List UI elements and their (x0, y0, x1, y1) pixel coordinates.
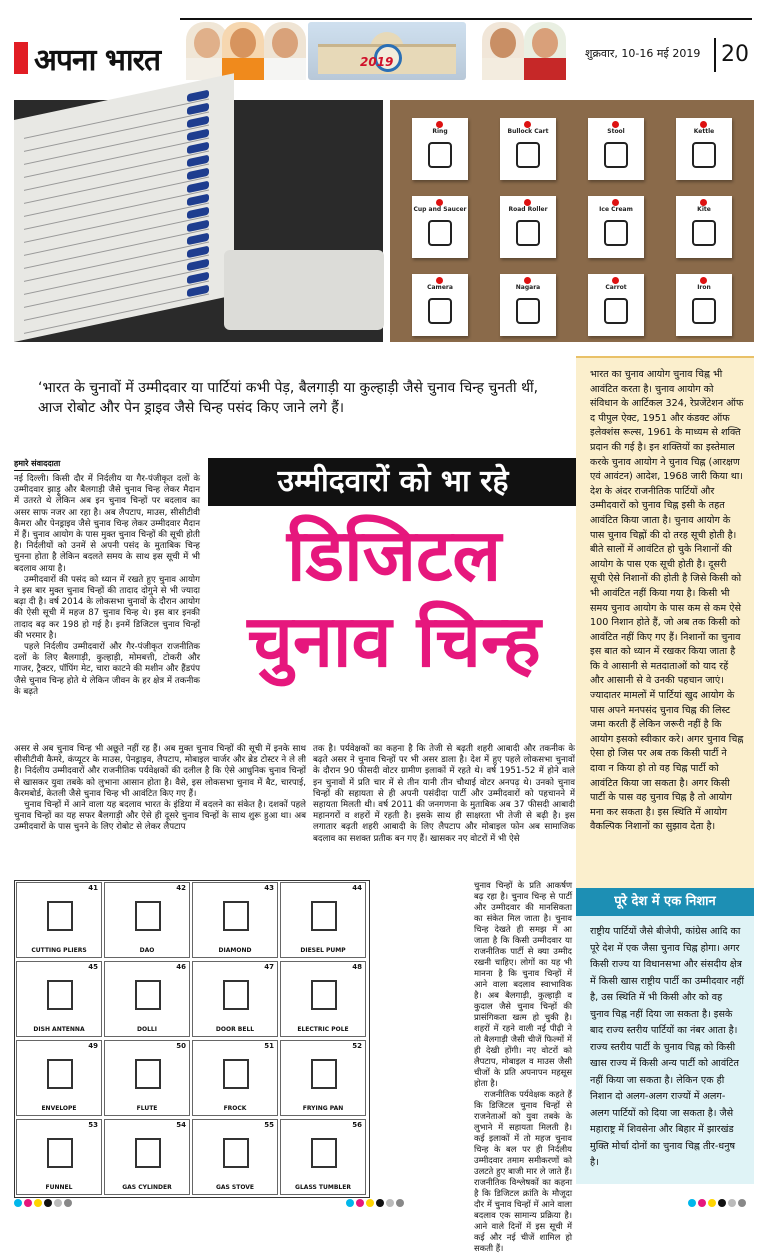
symbol-number: 41 (88, 884, 98, 892)
symbol-card-label: Nagara (515, 284, 541, 291)
evm-button (187, 90, 209, 103)
symbol-card-label: Kettle (693, 128, 715, 135)
symbol-cell (16, 961, 102, 1037)
symbol-number: 46 (176, 963, 186, 971)
headline-line: डिजिटल (286, 513, 502, 597)
kettle-icon (692, 142, 716, 168)
paragraph: असर से अब चुनाव चिन्ह भी अछूते नहीं रह हैं। अब मुक्त चुनाव चिन्हों की सूची में इनके साथ सीसीटीवी कैमरे, कंप्यूटर के माउस, पेनड्राइव, लैपटाप, मोबाइल चार्जर और ब्रेड टोस्टर ने ले ली है। निर्दलीय उम्मीदवारों और राजनीतिक पर्यवेक्षकों की दलील है कि ऐसे आधुनिक चुनाव चिन्हों से खासकर युवा तबके को लुभाना आसान होता है। वैसे, इस लोकसभा चुनाव में बैट, चारपाई, कैरमबोर्ड, केतली जैसे चुनाव चिन्ह भी आवंटित किए गए हैं। (14, 744, 306, 799)
symbol-card (676, 274, 732, 336)
dao-icon (135, 901, 161, 931)
symbol-cell (280, 1119, 366, 1195)
pull-quote: ‘भारत के चुनावों में उम्मीदवार या पार्टियां कभी पेड़, बैलगाड़ी या कुल्हाड़ी जैसे चुनाव चिन्ह चुनती थीं, आज रोबोट और पेन ड्राइव जैसे चिन्ह पसंद किए जाने लगे हैं। (38, 380, 539, 416)
symbol-label: ENVELOPE (41, 1105, 77, 1112)
pump-icon (311, 901, 337, 931)
cylinder-icon (135, 1138, 161, 1168)
symbol-label: FLUTE (136, 1105, 158, 1112)
symbol-label: ELECTRIC POLE (297, 1026, 349, 1033)
symbol-card (412, 196, 468, 258)
evm-button (187, 259, 209, 272)
symbol-number: 56 (352, 1121, 362, 1129)
ring-icon (428, 142, 452, 168)
camera-icon (428, 298, 452, 324)
diamond-icon (223, 901, 249, 931)
symbol-label: GAS STOVE (215, 1184, 255, 1191)
symbol-cell (16, 1119, 102, 1195)
symbol-card-label: Stool (607, 128, 625, 135)
symbol-label: DIESEL PUMP (300, 947, 346, 954)
pin-icon (436, 199, 443, 206)
stool-icon (604, 142, 628, 168)
evm-button (187, 207, 209, 220)
symbol-number: 47 (264, 963, 274, 971)
evm-button (187, 246, 209, 259)
symbol-label: DISH ANTENNA (33, 1026, 85, 1033)
symbol-number: 54 (176, 1121, 186, 1129)
registration-marks (14, 1192, 74, 1202)
carrot-icon (604, 298, 628, 324)
symbol-number: 50 (176, 1042, 186, 1050)
info-box-title: पूरे देश में एक निशान (576, 888, 754, 916)
symbol-card (676, 118, 732, 180)
symbol-card-label: Ice Cream (599, 206, 633, 213)
symbol-cell (280, 961, 366, 1037)
registration-marks (688, 1192, 748, 1202)
symbol-label: FROCK (223, 1105, 247, 1112)
symbol-number: 49 (88, 1042, 98, 1050)
leader-photo (524, 22, 566, 80)
evm-button (187, 285, 209, 298)
symbol-cell (192, 882, 278, 958)
pin-icon (524, 199, 531, 206)
symbol-cell (280, 882, 366, 958)
symbol-card-label: Ring (432, 128, 448, 135)
pin-icon (612, 121, 619, 128)
pin-icon (436, 277, 443, 284)
symbol-cell (192, 961, 278, 1037)
symbol-label: DIAMOND (218, 947, 252, 954)
flute-icon (135, 1059, 161, 1089)
article-column (313, 744, 575, 845)
article-column (14, 744, 306, 834)
symbol-card-label: Camera (427, 284, 453, 291)
bell-icon (223, 980, 249, 1010)
pin-icon (612, 277, 619, 284)
roller-icon (516, 220, 540, 246)
pliers-icon (47, 901, 73, 931)
dish-icon (47, 980, 73, 1010)
evm-button (187, 168, 209, 181)
symbol-cell (104, 961, 190, 1037)
symbol-card-label: Road Roller (508, 206, 548, 213)
section-title: अपना भारत (34, 43, 161, 78)
brand-marker (14, 42, 28, 74)
envelope-icon (47, 1059, 73, 1089)
pin-icon (524, 277, 531, 284)
header-rule (180, 18, 752, 20)
symbol-label: GLASS TUMBLER (295, 1184, 351, 1191)
paragraph: तक है। पर्यवेक्षकों का कहना है कि तेजी से बढ़ती शहरी आबादी और तकनीक के बढ़ते असर ने चुनाव चिन्हों पर भी असर डाला है। देश में हुए पहले लोकसभा चुनावों के दौरान 90 फीसदी वोटर ग्रामीण इलाकों में रहते थे। वर्ष 1951-52 में होने वाले इन चुनावों में प्रति चार में से तीन यानी तीन चौथाई वोटर अनपढ़ थे। उनको चुनाव चिन्हों की सहायता से ही अपनी पसंदीदा पार्टी और उम्मीदवारों को पहचानने में सहायता मिलती थी। वर्ष 2011 की जनगणना के मुताबिक अब 37 फीसदी आबादी महानगरों व शहरों में रहती है। इसके साथ ही साक्षरता भी तेजी से बढ़ी है। इस लगातार बढ़ती शहरी आबादी के लिए लैपटाप और मोबाइल फोन अब सामाजिक बदलाव का सशक्त प्रतीक बन गए हैं। खासकर नए वोटरों में भी ऐसे (313, 744, 575, 844)
evm-button (187, 194, 209, 207)
symbol-cell (192, 1040, 278, 1116)
evm-button (187, 181, 209, 194)
paragraph: पहले निर्दलीय उम्मीदवारों और गैर-पंजीकृत राजनीतिक दलों के लिए बैलगाड़ी, कुल्हाड़ी, मोमबत्ती, टोकरी और गाजर, ट्रैक्टर, पॉपिंग मेट, चारा काटने की मशीन और हैंडपंप जैसे चुनाव चिन्ह होते थे लेकिन जीवन के हर क्षेत्र में तकनीक के बढ़ते (14, 642, 200, 697)
evm-button (187, 129, 209, 142)
evm-button (187, 103, 209, 116)
symbol-number: 51 (264, 1042, 274, 1050)
iron-icon (692, 298, 716, 324)
symbol-card (500, 274, 556, 336)
headline-kicker: उम्मीदवारों को भा रहे (208, 458, 578, 506)
paragraph: राजनीतिक पर्यवेक्षक कहते हैं कि डिजिटल चुनाव चिन्हों से राजनेताओं को युवा तबके के लुभाने में सहायता मिलती है। कई इलाकों में तो महज चुनाव चिन्ह के बल पर ही निर्दलीय उम्मीदवार तमाम समीकरणों को उलटते हुए बाजी मार ले जाते हैं। राजनीतिक विश्लेषकों का कहना है कि डिजिटल क्रांति के मौजूदा दौर में चुनाव चिन्हों में आने वाला बदलाव एक सामान्य प्रक्रिया है। आने वाले दिनों में इस सूची में कई और नई चीजें शामिल हो सकती हैं। (474, 1089, 572, 1253)
kite-icon (692, 220, 716, 246)
page-number: 20 (721, 42, 749, 67)
glass-icon (311, 1138, 337, 1168)
pin-icon (700, 277, 707, 284)
leader-photo (222, 22, 264, 80)
evm-button (187, 220, 209, 233)
symbol-cell (280, 1040, 366, 1116)
symbol-number: 43 (264, 884, 274, 892)
symbol-card-label: Kite (697, 206, 711, 213)
symbol-number: 55 (264, 1121, 274, 1129)
evm-button (187, 116, 209, 129)
symbol-card-label: Bullock Cart (507, 128, 549, 135)
symbol-card-label: Cup and Saucer (413, 206, 467, 213)
symbol-cell (16, 882, 102, 958)
headline-main (206, 512, 582, 684)
paragraph: चुनाव चिन्हों के प्रति आकर्षण बढ़ रहा है। चुनाव चिन्ह से पार्टी और उम्मीदवार की मानसिकता का संकेत मिल जाता है। चुनाव चिन्ह देखते ही समझ में आ जाता है कि किसी उम्मीदवार या राजनीतिक पार्टी से क्या उम्मीद रखनी चाहिए। लोगों का यह भी मानना है कि चुनाव चिन्हों में आने वाला बदलाव स्वाभाविक है। अब बैलगाड़ी, कुल्हाड़ी व कुदाल जैसे चुनाव चिन्हों की प्रासंगिकता खत्म हो चुकी है। शहरों में रहने वाली नई पीढ़ी ने तो बैलगाड़ी जैसी चीजें फिल्मों में ही देखी होंगी। नए वोटरों को लैपटाप, मोबाइल व माउस जैसी चीजों के प्रति अपनापन महसूस होता है। (474, 880, 572, 1088)
symbols-photo (390, 100, 754, 342)
pole-icon (311, 980, 337, 1010)
symbol-card (412, 118, 468, 180)
paragraph: उम्मीदवारों की पसंद को ध्यान में रखते हुए चुनाव आयोग ने इस बार मुक्त चुनाव चिन्हों की तादाद दोगुने से भी ज्यादा बढ़ा दी है। वर्ष 2014 के लोकसभा चुनावों के दौरान आयोग की ऐसी सूची में महज 87 चुनाव चिन्ह थे। इस बार इनकी तादाद बढ़ कर 198 हो गई है। इनमें डिजिटल चुनाव चिन्हों की भरमार है। (14, 574, 200, 641)
symbol-card (588, 196, 644, 258)
page-divider (714, 38, 716, 72)
article-column (474, 880, 572, 1254)
symbol-card (412, 274, 468, 336)
symbol-label: DOLLI (137, 1026, 157, 1033)
paragraph: नई दिल्ली। किसी दौर में निर्दलीय या गैर-पंजीकृत दलों के उम्मीदवार झाड़ू और बैलगाड़ी जैसे चुनाव चिन्ह लेकर मैदान में उतरते थे लेकिन अब इन चुनाव चिन्हों पर बदलाव का असर साफ नजर आ रहा है। अब लैपटाप, माउस, सीसीटीवी कैमरा और पेनड्राइव जैसे चुनाव चिन्ह लेकर उम्मीदवार मैदान में हैं। चुनाव आयोग के पास मुक्त चुनाव चिन्हों की सूची होती है। निर्दलीयों को उनमें से अपनी पसंद के मुताबिक चिन्ह चुनना होता है लेकिन बदलते समय के साथ इस सूची में भी बदलाव आया है। (14, 474, 200, 574)
sidebar-text: भारत का चुनाव आयोग चुनाव चिह्न भी आवंटित करता है। चुनाव आयोग को संविधान के आर्टिकल 324, रेप्रजेंटेशन ऑफ द पीपुल ऐक्ट, 1951 और कंडक्ट ऑफ इलेक्शंस रूल्स, 1961 के माध्यम से शक्ति प्रदान की गई है। इन शक्तियों का इस्तेमाल करके चुनाव आयोग ने चुनाव चिह्न (आरक्षण एवं आवंटन) आदेश, 1968 जारी किया था। देश के अंदर राजनीतिक पार्टियों और उम्मीदवारों को चुनाव चिह्न इसी के तहत आवंटित किया जाता है। चुनाव आयोग के पास चुनाव चिह्नों की दो तरह सूची होती है। बीते सालों में आवंटित हो चुके निशानों की आयोग के पास एक सूची होती है। दूसरी सूची ऐसे निशानों की होती है जिसे किसी को भी आवंटित नहीं किया गया है। किसी भी समय चुनाव आयोग के पास कम से कम ऐसे 100 निशान होते हैं, जो अब तक किसी को आवंटित नहीं किए गए हैं। निशानों का चुनाव इस बात को ध्यान में रखकर किया जाता है कि वे आसानी से मतदाताओं को याद रहें और आसानी से वे उनकी पहचान जाएं। ज्यादातर मामलों में पार्टियां खुद आयोग के पास अपने मनपसंद चुनाव चिह्न की लिस्ट जमा करती हैं लेकिन जरूरी नहीं है कि आयोग इसको स्वीकार करे। अगर चुनाव चिह्न ऐसा हो जिस पर अब तक किसी पार्टी ने दावा न किया हो तो वह चिह्न पार्टी को आवंटित किया जा सकता है। अगर किसी पार्टी के पास वह चुनाव चिह्न है तो आयोग मना कर सकता है। इस स्थिति में आयोग वैकल्पिक निशानों का सुझाव देता है। (590, 369, 744, 833)
leader-photo (264, 22, 306, 80)
article-column (14, 474, 200, 698)
stove-icon (223, 1138, 249, 1168)
issue-date: शुक्रवार, 10-16 मई 2019 (585, 47, 701, 60)
frock-icon (223, 1059, 249, 1089)
pan-icon (311, 1059, 337, 1089)
symbol-label: FRYING PAN (302, 1105, 344, 1112)
symbol-number: 44 (352, 884, 362, 892)
parliament-image (308, 22, 466, 80)
pin-icon (700, 199, 707, 206)
symbol-card (588, 274, 644, 336)
dolli-icon (135, 980, 161, 1010)
symbol-cell (192, 1119, 278, 1195)
evm-button (187, 155, 209, 168)
symbol-label: DAO (139, 947, 155, 954)
registration-marks (346, 1192, 406, 1202)
evm-button (187, 233, 209, 246)
leader-photo (482, 22, 524, 80)
info-box (576, 888, 754, 1184)
paragraph: चुनाव चिन्हों में आने वाला यह बदलाव भारत के इंडिया में बदलने का संकेत है। दशकों पहले चुनाव चिन्हों का यह सफर बैलगाड़ी और ऐसे ही दूसरे चुनाव चिन्हों के साथ शुरू हुआ था। अब उम्मीदवारों के पास चुनने के लिए रोबोट से लेकर लैपटाप (14, 800, 306, 833)
drum-icon (516, 298, 540, 324)
symbol-label: CUTTING PLIERS (31, 947, 87, 954)
icecream-icon (604, 220, 628, 246)
symbol-card-label: Iron (697, 284, 711, 291)
symbol-number: 45 (88, 963, 98, 971)
pin-icon (700, 121, 707, 128)
symbol-card (676, 196, 732, 258)
symbol-cell (16, 1040, 102, 1116)
evm-button (187, 272, 209, 285)
symbol-number: 42 (176, 884, 186, 892)
symbol-number: 52 (352, 1042, 362, 1050)
byline: हमारे संवाददाता (14, 458, 60, 471)
symbol-label: DOOR BELL (215, 1026, 255, 1033)
symbol-card (588, 118, 644, 180)
cup-icon (428, 220, 452, 246)
symbol-cell (104, 1119, 190, 1195)
symbol-number: 53 (88, 1121, 98, 1129)
symbol-label: GAS CYLINDER (122, 1184, 172, 1191)
symbol-card (500, 118, 556, 180)
symbol-label: FUNNEL (45, 1184, 73, 1191)
symbol-number: 48 (352, 963, 362, 971)
cart-icon (516, 142, 540, 168)
evm-button (187, 142, 209, 155)
pin-icon (524, 121, 531, 128)
symbol-cell (104, 1040, 190, 1116)
symbol-cell (104, 882, 190, 958)
info-box-text: राष्ट्रीय पार्टियों जैसे बीजेपी, कांग्रेस आदि का पूरे देश में एक जैसा चुनाव चिह्न होगा। अगर किसी राज्य या विधानसभा और संसदीय क्षेत्र में किसी खास राष्ट्रीय पार्टी का उम्मीदवार नहीं है, उस स्थिति में भी किसी और को वह चुनाव चिह्न नहीं दिया जा सकता है। इसके बाद राज्य स्तरीय पार्टियों का नंबर आता है। राज्य स्तरीय पार्टी के चुनाव चिह्न को किसी खास राज्य में किसी अन्य पार्टी को आवंटित नहीं किया जा सकता है। लेकिन एक ही निशान दो अलग-अलग राज्यों में अलग-अलग पार्टियों को दिया जा सकता है। जैसे महाराष्ट्र में शिवसेना और बिहार में झारखंड मुक्ति मोर्चा दोनों का चुनाव चिह्न तीर-धनुष है। (590, 926, 744, 1168)
evm-photo (14, 100, 383, 342)
symbol-chart (14, 880, 370, 1198)
info-sidebar (576, 356, 754, 892)
election-logo: 2019 (360, 55, 394, 69)
pin-icon (612, 199, 619, 206)
pin-icon (436, 121, 443, 128)
headline-line: चुनाव चिन्ह (247, 599, 541, 683)
symbol-card-label: Carrot (605, 284, 627, 291)
funnel-icon (47, 1138, 73, 1168)
symbol-card (500, 196, 556, 258)
